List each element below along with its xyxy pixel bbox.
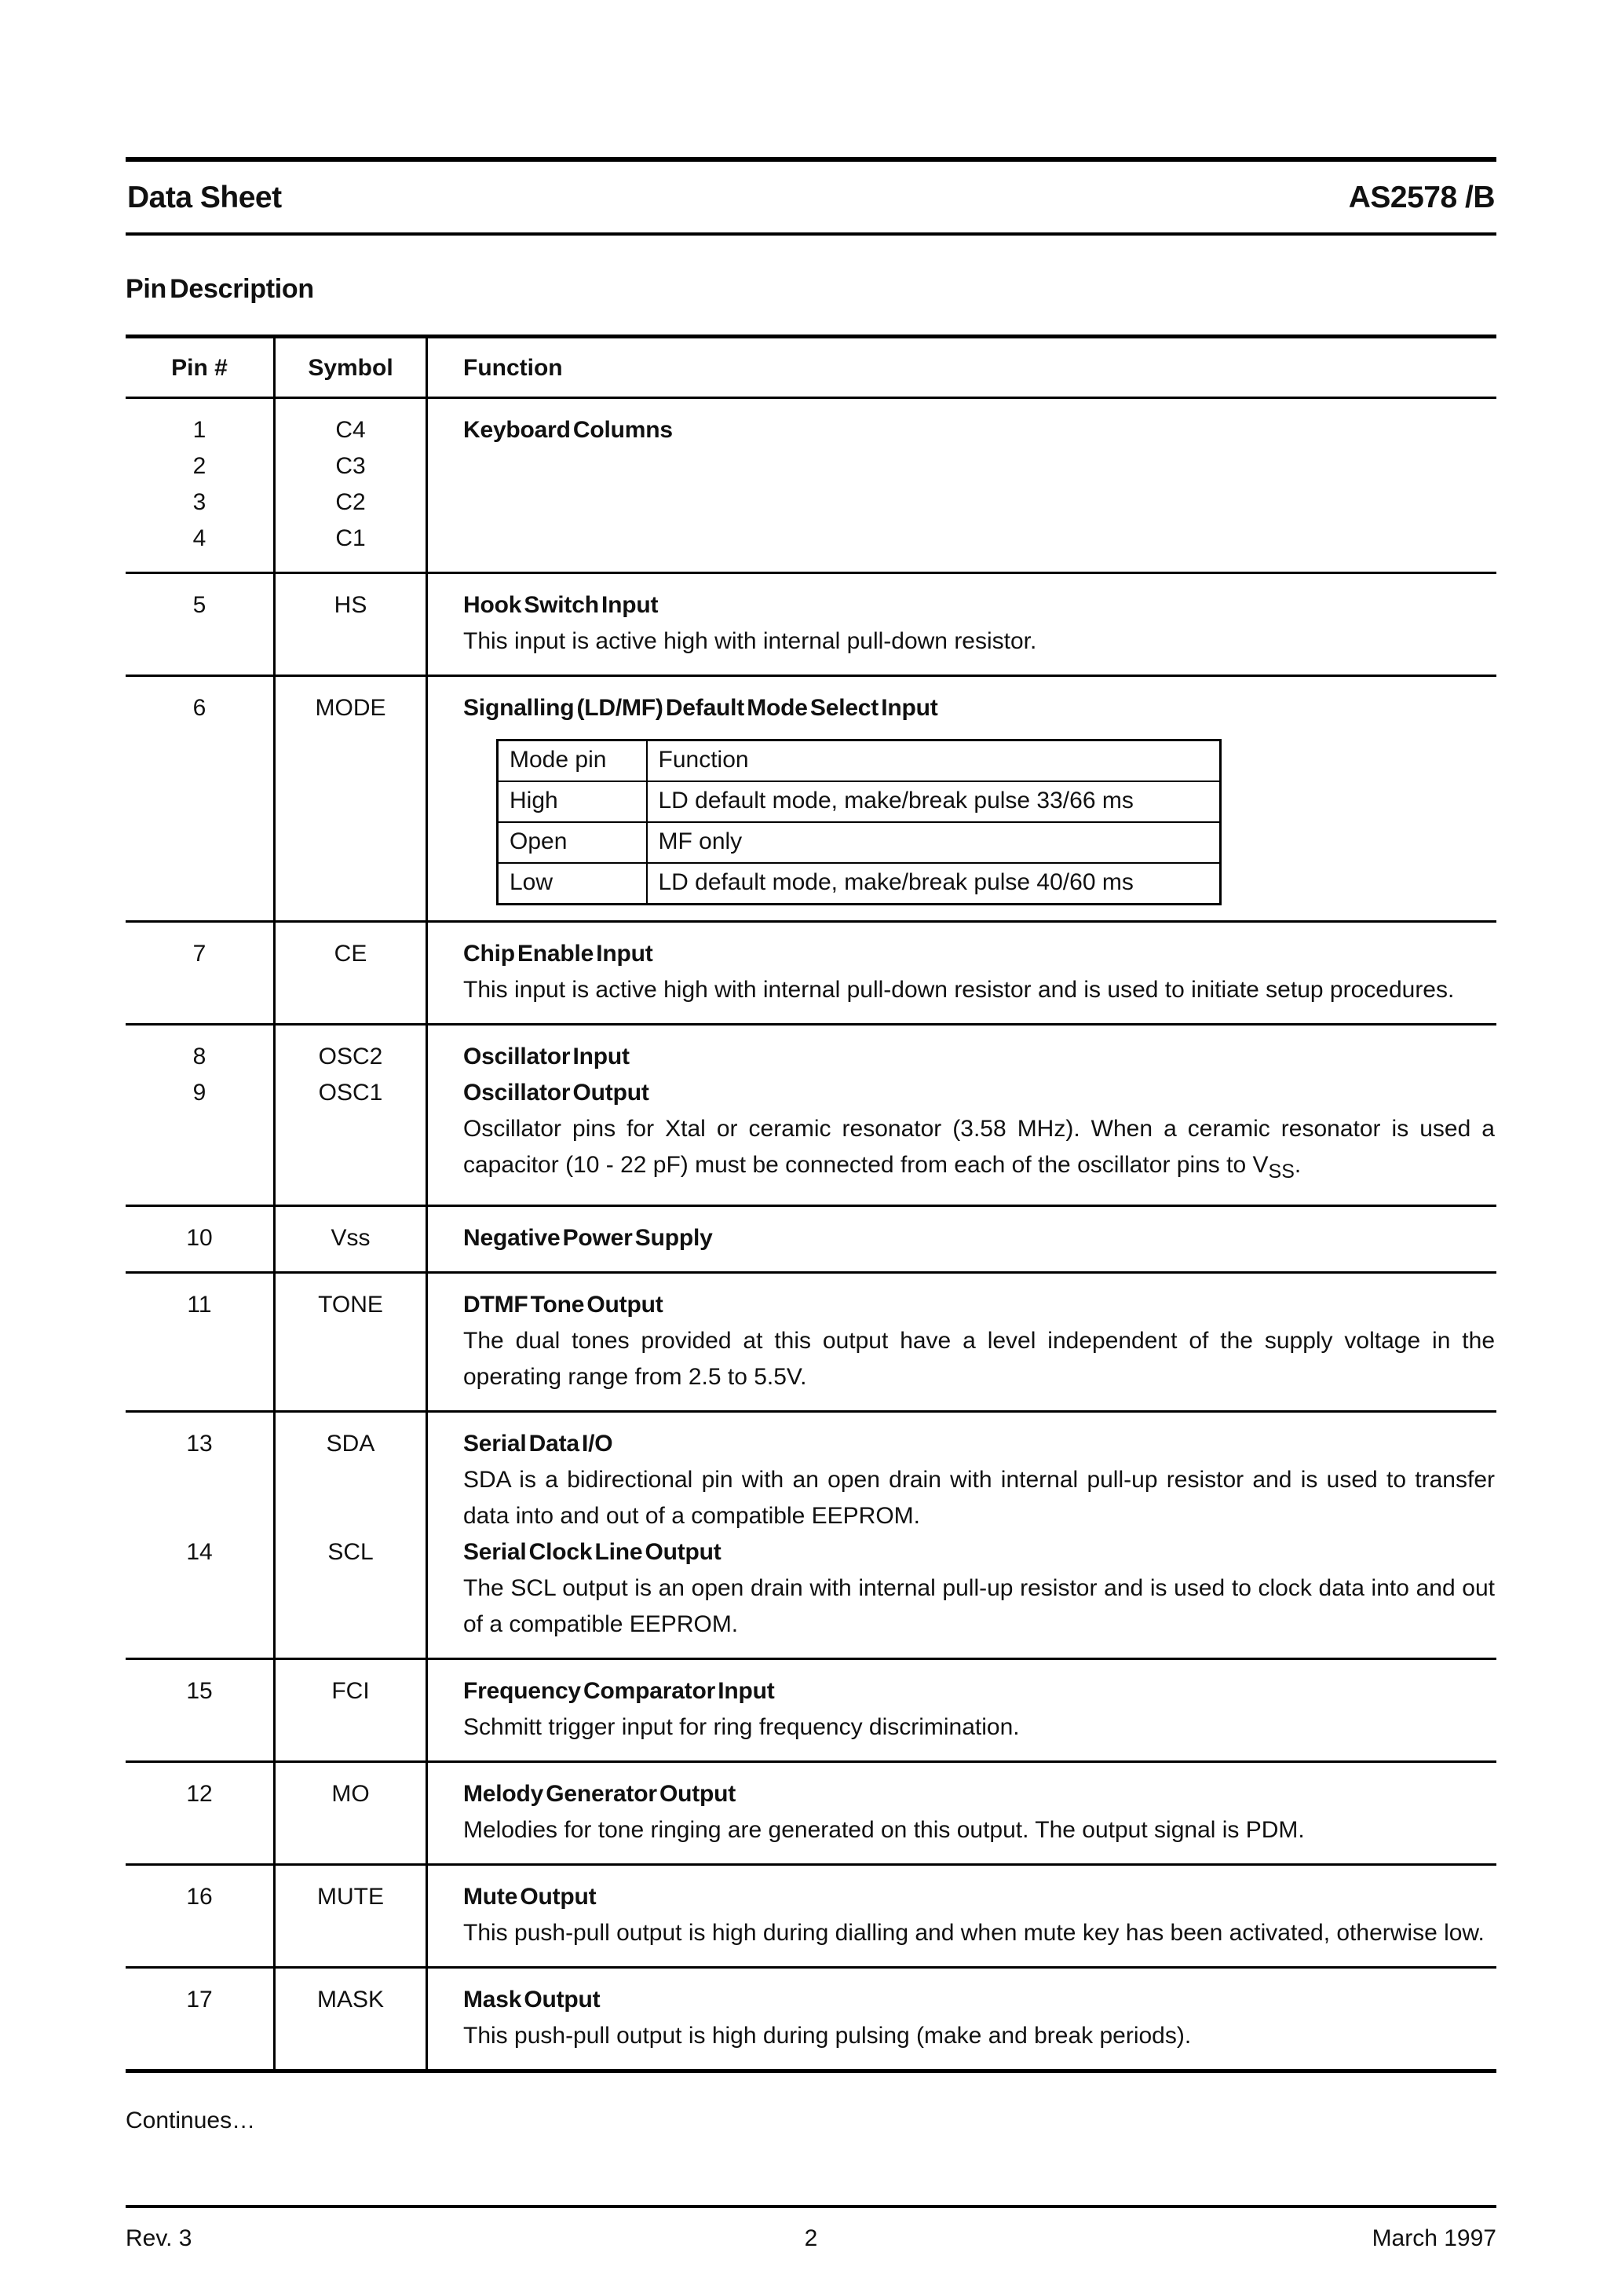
pin-cell [126,1274,273,1410]
row-mo [126,1763,1496,1866]
footer-revision: Rev. 3 [126,2225,192,2251]
function-heading: Negative Power Supply [463,1225,713,1251]
symbol-cell [273,1660,428,1760]
function-heading: Chip Enable Input [463,941,653,967]
pin-cell [126,1866,273,1966]
function-heading: Mask Output [463,1987,601,2013]
function-heading: Serial Data I/O [463,1431,613,1457]
function-text: This input is active high with internal pull-down resistor and is used to initiate setup procedures. [463,977,1455,1003]
part-number: AS2578 /B [1348,181,1495,214]
function-cell [428,1274,1496,1410]
row-tone [126,1274,1496,1413]
row-hs [126,574,1496,677]
symbol-cell [273,399,428,572]
symbol: FCI [331,1678,370,1704]
function-heading: Keyboard Columns [463,417,673,443]
symbol: MO [331,1781,370,1807]
pin-number: 7 [192,941,206,967]
symbol: C3 [335,453,366,479]
function-cell [428,923,1496,1023]
pin-number: 9 [192,1080,206,1106]
symbol-cell [273,1207,428,1271]
pin-number: 12 [186,1781,213,1807]
symbol: CE [334,941,367,967]
function-text: This push-pull output is high during dialling and when mute key has been activated, otherwise low. [463,1920,1485,1946]
row-ce [126,923,1496,1026]
page-footer [126,2205,1496,2257]
function-cell [428,1763,1496,1863]
osc-text-post: . [1294,1152,1302,1178]
function-text: Melodies for tone ringing are generated on this output. The output signal is PDM. [463,1817,1305,1843]
row-sda-scl [126,1413,1496,1660]
mode-select-table [496,739,1222,905]
row-fci [126,1660,1496,1763]
pin-number: 3 [192,489,206,515]
symbol: SDA [326,1431,375,1457]
header-bottom-rule [126,232,1496,236]
symbol: MUTE [317,1884,384,1910]
footer-date: March 1997 [1372,2225,1496,2251]
function-heading: Serial Clock Line Output [463,1539,721,1565]
symbol: C4 [335,417,366,443]
symbol-cell [273,1969,428,2069]
symbol-cell [273,1026,428,1205]
header-function: Function [463,355,563,381]
vss-subscript: SS [1268,1161,1295,1183]
continues-note: Continues… [126,2108,256,2133]
pin-cell [126,399,273,572]
pin-cell [126,1763,273,1863]
pin-cell [126,1026,273,1205]
pin-description-table [126,335,1496,2073]
mode-table-header-function: Function [647,740,1221,782]
symbol: MODE [315,695,386,721]
footer-page-number: 2 [804,2225,818,2251]
function-heading: Oscillator Input [463,1044,630,1069]
symbol: OSC2 [318,1044,383,1069]
function-cell [428,399,1496,572]
function-cell [428,1026,1496,1205]
symbol: C2 [335,489,366,515]
function-cell [428,1660,1496,1760]
function-cell [428,1866,1496,1966]
row-keyboard-columns [126,399,1496,574]
pin-number: 5 [192,592,206,618]
row-osc [126,1026,1496,1207]
function-text: This input is active high with internal pull-down resistor. [463,628,1037,654]
pin-number: 15 [186,1678,213,1704]
function-cell [428,677,1496,920]
table-header-row [126,338,1496,399]
pin-number: 2 [192,453,206,479]
symbol-cell [273,574,428,675]
function-cell [428,1207,1496,1271]
function-heading: Frequency Comparator Input [463,1678,775,1704]
function-text: SDA is a bidirectional pin with an open drain with internal pull-up resistor and is used to transfer data into and out of a compatible EEPROM. [463,1467,1495,1529]
symbol: OSC1 [318,1080,383,1106]
function-text [463,1111,1495,1190]
function-text: The dual tones provided at this output have a level independent of the supply voltage in the operating range from 2.5 to 5.5V. [463,1328,1495,1390]
symbol-cell [273,1274,428,1410]
function-heading: Melody Generator Output [463,1781,736,1807]
pin-cell [126,923,273,1023]
row-mute [126,1866,1496,1969]
function-heading: Hook Switch Input [463,592,659,618]
mode-table-row [498,863,1221,905]
pin-cell [126,1207,273,1271]
pin-number: 8 [192,1044,206,1069]
pin-number: 16 [186,1884,213,1910]
function-cell [428,574,1496,675]
function-heading: Oscillator Output [463,1080,649,1106]
mode-value: Open [498,822,647,863]
footer-row [126,2208,1496,2257]
mode-table-row [498,781,1221,822]
mode-function: MF only [647,822,1221,863]
function-text: Schmitt trigger input for ring frequency discrimination. [463,1714,1020,1740]
symbol-cell [273,923,428,1023]
section-title: Pin Description [126,274,314,304]
doc-header [126,162,1496,232]
function-cell [428,1413,1496,1658]
pin-cell [126,1413,273,1658]
symbol: HS [334,592,367,618]
osc-text-pre: Oscillator pins for Xtal or ceramic resonator (3.58 MHz). When a ceramic resonator is used a capacitor (10 - 22 pF) must be connected from each of the oscillator pins to V [463,1116,1495,1178]
header-pin: Pin # [171,355,228,381]
function-cell [428,1969,1496,2069]
function-text: The SCL output is an open drain with internal pull-up resistor and is used to clock data into and out of a compatible EEPROM. [463,1575,1495,1637]
mode-value: Low [498,863,647,905]
mode-table-row [498,822,1221,863]
row-vss [126,1207,1496,1274]
pin-number: 10 [186,1225,213,1251]
symbol-cell [273,1866,428,1966]
pin-cell [126,1660,273,1760]
pin-number: 6 [192,695,206,721]
pin-cell [126,677,273,920]
mode-value: High [498,781,647,822]
function-heading: Signalling (LD/MF) Default Mode Select Input [463,695,938,721]
mode-function: LD default mode, make/break pulse 40/60 ms [647,863,1221,905]
function-heading: DTMF Tone Output [463,1292,663,1318]
symbol-cell [273,1413,428,1658]
mode-table-header-pin: Mode pin [498,740,647,782]
pin-number: 1 [192,417,206,443]
symbol: TONE [318,1292,383,1318]
pin-number: 4 [192,525,206,551]
pin-cell [126,1969,273,2069]
row-mode [126,677,1496,923]
function-heading: Mute Output [463,1884,597,1910]
header-symbol: Symbol [273,338,428,397]
pin-number: 17 [186,1987,213,2013]
pin-cell [126,574,273,675]
symbol: MASK [316,1987,385,2013]
pin-number: 14 [186,1539,213,1565]
mode-table-header-row [498,740,1221,782]
doc-title: Data Sheet [127,181,282,214]
symbol: Vss [331,1225,371,1251]
function-text: This push-pull output is high during pulsing (make and break periods). [463,2023,1192,2049]
symbol-cell [273,677,428,920]
symbol-cell [273,1763,428,1863]
pin-number: 11 [187,1292,212,1318]
row-mask [126,1969,1496,2073]
symbol: SCL [327,1539,374,1565]
symbol: C1 [335,525,366,551]
pin-number: 13 [186,1431,213,1457]
mode-function: LD default mode, make/break pulse 33/66 ms [647,781,1221,822]
